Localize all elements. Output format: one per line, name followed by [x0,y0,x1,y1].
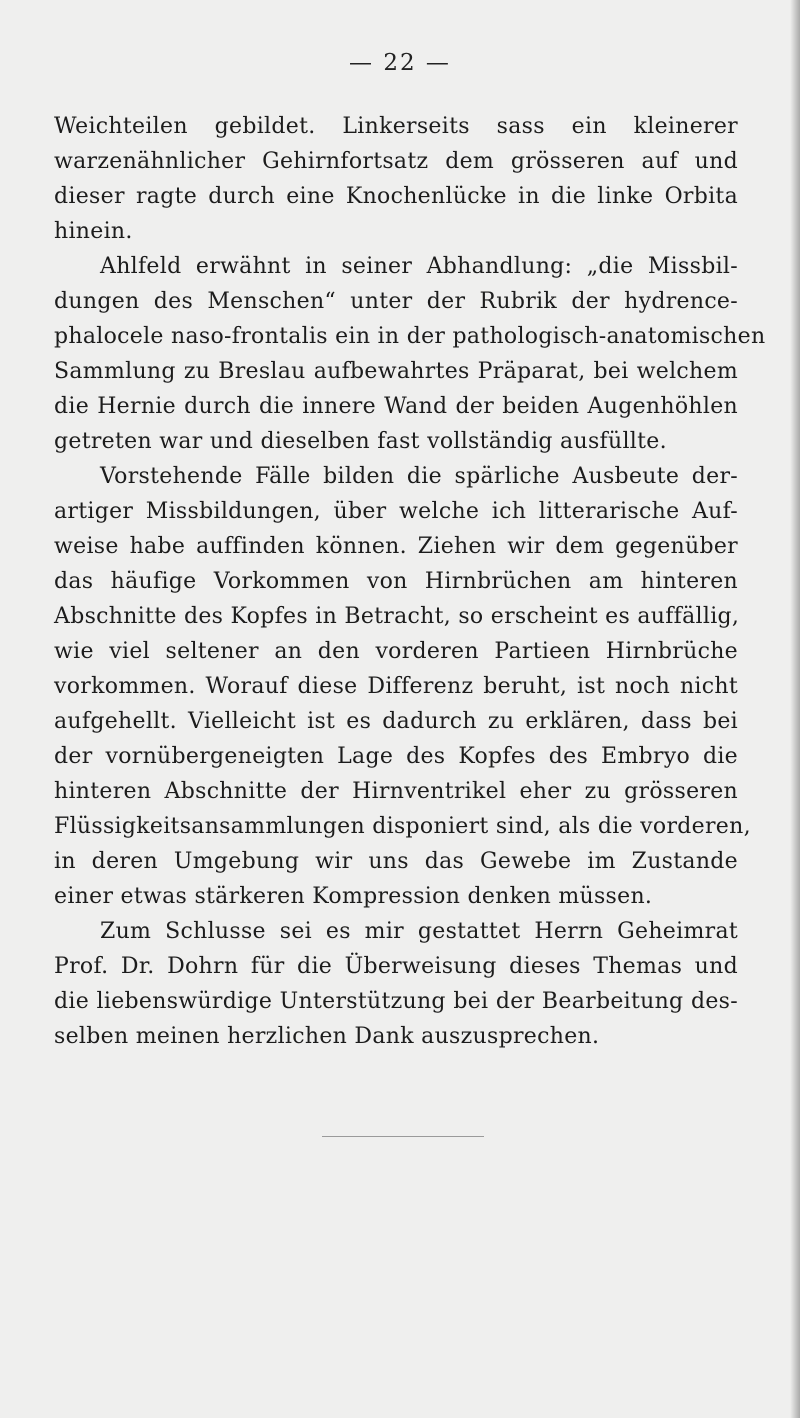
text-line: getreten war und dieselben fast vollständig ausfüllte. [54,429,667,454]
text-line: Sammlung zu Breslau aufbewahrtes Präparat, bei welchem [54,359,738,384]
text-line: die liebenswürdige Unterstützung bei der Bearbeitung des- [54,989,738,1014]
text-line: dieser ragte durch eine Knochenlücke in die linke Orbita [54,184,738,209]
text-line: Flüssigkeitsansammlungen disponiert sind, als die vorderen, [54,814,751,839]
text-line: wie viel seltener an den vorderen Partieen Hirnbrüche [54,639,738,664]
text-line: Zum Schlusse sei es mir gestattet Herrn Geheimrat [100,919,738,944]
text-line: Prof. Dr. Dohrn für die Überweisung dieses Themas und [54,954,738,979]
text-line: Vorstehende Fälle bilden die spärliche Ausbeute der- [100,464,738,489]
text-line: dungen des Menschen“ unter der Rubrik der hydrence- [54,289,738,314]
text-line: Abschnitte des Kopfes in Betracht, so erscheint es auffällig, [54,604,740,629]
text-line: Ahlfeld erwähnt in seiner Abhandlung: „die Missbil- [100,254,738,279]
text-line: aufgehellt. Vielleicht ist es dadurch zu erklären, dass bei [54,709,738,734]
text-line: das häufige Vorkommen von Hirnbrüchen am hinteren [54,569,738,594]
page-number: — 22 — [349,50,451,76]
text-line: weise habe auffinden können. Ziehen wir dem gegenüber [54,534,738,559]
text-line: einer etwas stärkeren Kompression denken müssen. [54,884,653,909]
text-line: vorkommen. Worauf diese Differenz beruht, ist noch nicht [54,674,738,699]
text-line: hinteren Abschnitte der Hirnventrikel eher zu grösseren [54,779,738,804]
text-line: der vornübergeneigten Lage des Kopfes des Embryo die [54,744,738,769]
text-line: selben meinen herzlichen Dank auszusprechen. [54,1024,600,1049]
page-edge-shadow [790,0,800,1418]
text-line: Weichteilen gebildet. Linkerseits sass ein kleinerer [54,114,738,139]
section-separator [322,1136,484,1137]
text-line: warzenähnlicher Gehirnfortsatz dem grösseren auf und [54,149,738,174]
text-line: in deren Umgebung wir uns das Gewebe im Zustande [54,849,738,874]
text-line: phalocele naso-frontalis ein in der pathologisch-anatomischen [54,324,766,349]
text-line: artiger Missbildungen, über welche ich litterarische Auf- [54,499,738,524]
text-line: hinein. [54,219,133,244]
body-text [54,109,766,1054]
text-line: die Hernie durch die innere Wand der beiden Augenhöhlen [54,394,738,419]
